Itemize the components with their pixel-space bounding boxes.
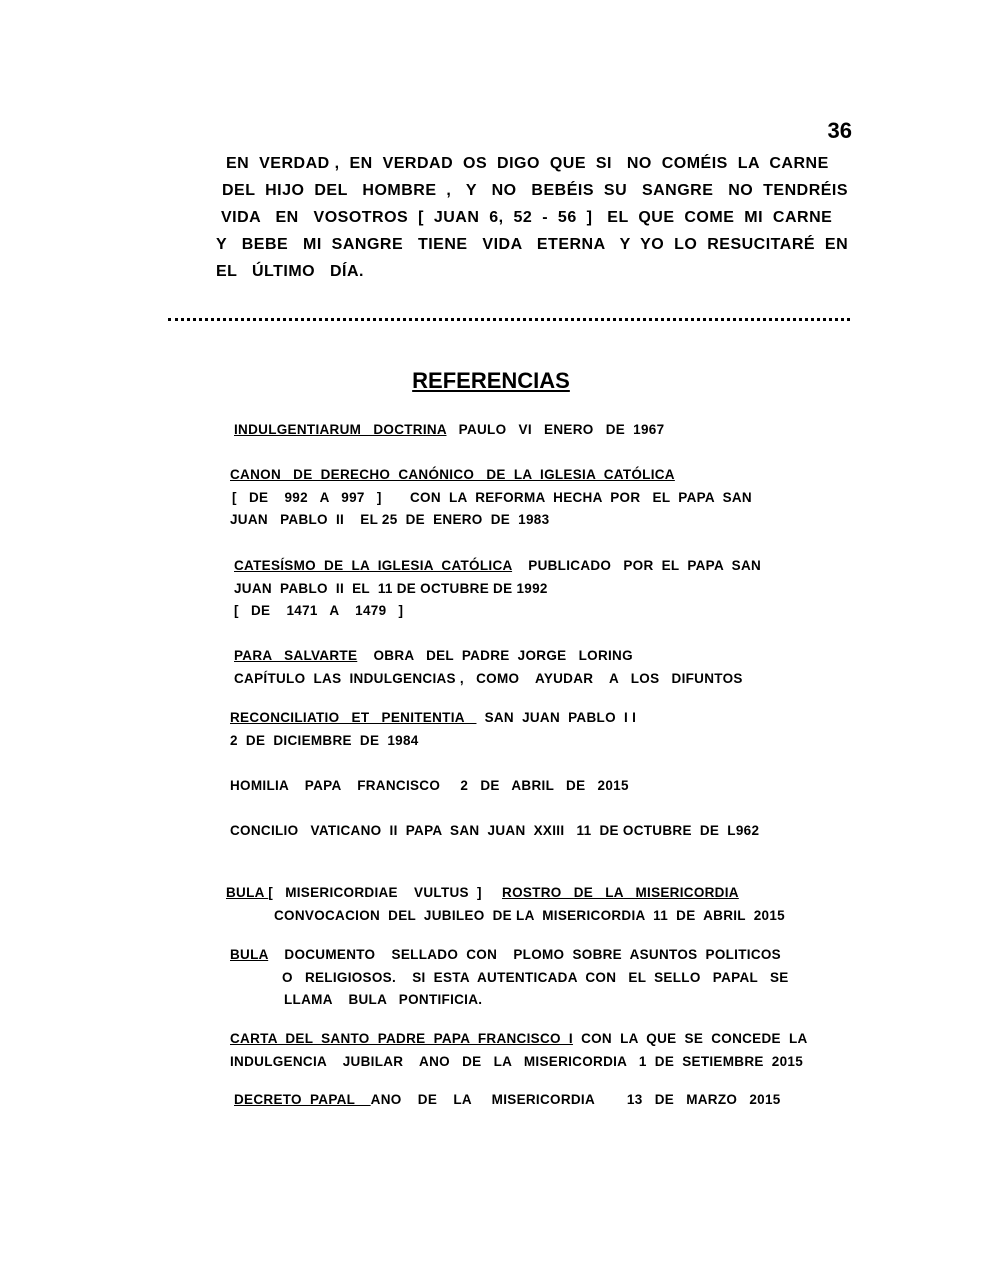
reference-detail: OBRA DEL PADRE JORGE LORING bbox=[357, 648, 633, 663]
reference-line: INDULGENCIA JUBILAR ANO DE LA MISERICORDIA 1 DE SETIEMBRE 2015 bbox=[230, 1053, 804, 1069]
reference-line: CONVOCACION DEL JUBILEO DE LA MISERICORDIA 11 DE ABRIL 2015 bbox=[274, 907, 785, 923]
reference-line bbox=[230, 707, 636, 730]
reference-line: [ DE 992 A 997 ] CON LA REFORMA HECHA POR EL PAPA SAN bbox=[232, 489, 752, 505]
quote-line: VIDA EN VOSOTROS [ JUAN 6, 52 - 56 ] EL QUE COME MI CARNE bbox=[221, 209, 833, 226]
quote-line: Y BEBE MI SANGRE TIENE VIDA ETERNA Y YO LO RESUCITARÉ EN bbox=[216, 236, 849, 253]
reference-item bbox=[230, 775, 629, 798]
reference-title: BULA bbox=[226, 885, 269, 900]
reference-line bbox=[234, 645, 743, 668]
reference-line: CAPÍTULO LAS INDULGENCIAS , COMO AYUDAR A LOS DIFUNTOS bbox=[234, 670, 743, 686]
reference-item bbox=[230, 820, 759, 843]
quote-line: DEL HIJO DEL HOMBRE , Y NO BEBÉIS SU SANGRE NO TENDRÉIS bbox=[222, 182, 849, 199]
quote-line: EL ÚLTIMO DÍA. bbox=[216, 263, 364, 280]
reference-line bbox=[234, 419, 664, 442]
reference-line bbox=[234, 555, 761, 578]
reference-title: CATESÍSMO DE LA IGLESIA CATÓLICA bbox=[234, 558, 513, 573]
reference-item bbox=[226, 882, 785, 927]
reference-line bbox=[226, 882, 785, 905]
reference-item bbox=[234, 555, 761, 623]
reference-line bbox=[230, 944, 789, 967]
reference-line: LLAMA BULA PONTIFICIA. bbox=[284, 992, 483, 1007]
reference-detail: [ MISERICORDIAE VULTUS ] bbox=[268, 885, 503, 900]
reference-detail: ANO DE LA MISERICORDIA 13 DE MARZO 2015 bbox=[370, 1092, 781, 1107]
reference-line: O RELIGIOSOS. SI ESTA AUTENTICADA CON EL SELLO PAPAL SE bbox=[282, 969, 789, 985]
reference-item bbox=[230, 1028, 808, 1073]
reference-line: CONCILIO VATICANO II PAPA SAN JUAN XXIII 11 DE OCTUBRE DE L962 bbox=[230, 823, 760, 838]
reference-item bbox=[234, 1089, 781, 1112]
reference-title: DECRETO PAPAL bbox=[234, 1092, 371, 1107]
reference-line: [ DE 1471 A 1479 ] bbox=[234, 603, 404, 618]
reference-detail: DOCUMENTO SELLADO CON PLOMO SOBRE ASUNTOS POLITICOS bbox=[268, 947, 781, 962]
reference-title: INDULGENTIARUM DOCTRINA bbox=[234, 422, 447, 437]
reference-line bbox=[230, 1028, 808, 1051]
reference-line: 2 DE DICIEMBRE DE 1984 bbox=[230, 732, 419, 748]
reference-detail: CON LA QUE SE CONCEDE LA bbox=[572, 1031, 808, 1046]
reference-item bbox=[234, 419, 664, 442]
reference-item bbox=[230, 707, 636, 752]
reference-detail: SAN JUAN PABLO I I bbox=[476, 710, 637, 725]
reference-title: CARTA DEL SANTO PADRE PAPA FRANCISCO I bbox=[230, 1031, 573, 1046]
reference-line: JUAN PABLO II EL 25 DE ENERO DE 1983 bbox=[230, 512, 550, 527]
reference-title: BULA bbox=[230, 947, 269, 962]
reference-line: HOMILIA PAPA FRANCISCO 2 DE ABRIL DE 2015 bbox=[230, 778, 629, 793]
scripture-quote bbox=[216, 150, 849, 285]
reference-title: ROSTRO DE LA MISERICORDIA bbox=[502, 885, 739, 900]
dotted-divider bbox=[168, 318, 850, 321]
reference-detail: PAULO VI ENERO DE 1967 bbox=[446, 422, 665, 437]
reference-line: JUAN PABLO II EL 11 DE OCTUBRE DE 1992 bbox=[234, 580, 548, 596]
quote-line: EN VERDAD , EN VERDAD OS DIGO QUE SI NO COMÉIS LA CARNE bbox=[226, 155, 829, 172]
reference-line bbox=[230, 464, 752, 487]
reference-title: CANON DE DERECHO CANÓNICO DE LA IGLESIA CATÓLICA bbox=[230, 467, 675, 482]
reference-detail: PUBLICADO POR EL PAPA SAN bbox=[512, 558, 762, 573]
reference-line bbox=[234, 1089, 781, 1112]
references-heading: REFERENCIAS bbox=[412, 368, 570, 393]
page-number: 36 bbox=[827, 118, 852, 143]
reference-title: PARA SALVARTE bbox=[234, 648, 358, 663]
reference-item bbox=[230, 944, 789, 1012]
reference-title: RECONCILIATIO ET PENITENTIA bbox=[230, 710, 477, 725]
reference-item bbox=[230, 464, 752, 532]
reference-item bbox=[234, 645, 743, 690]
